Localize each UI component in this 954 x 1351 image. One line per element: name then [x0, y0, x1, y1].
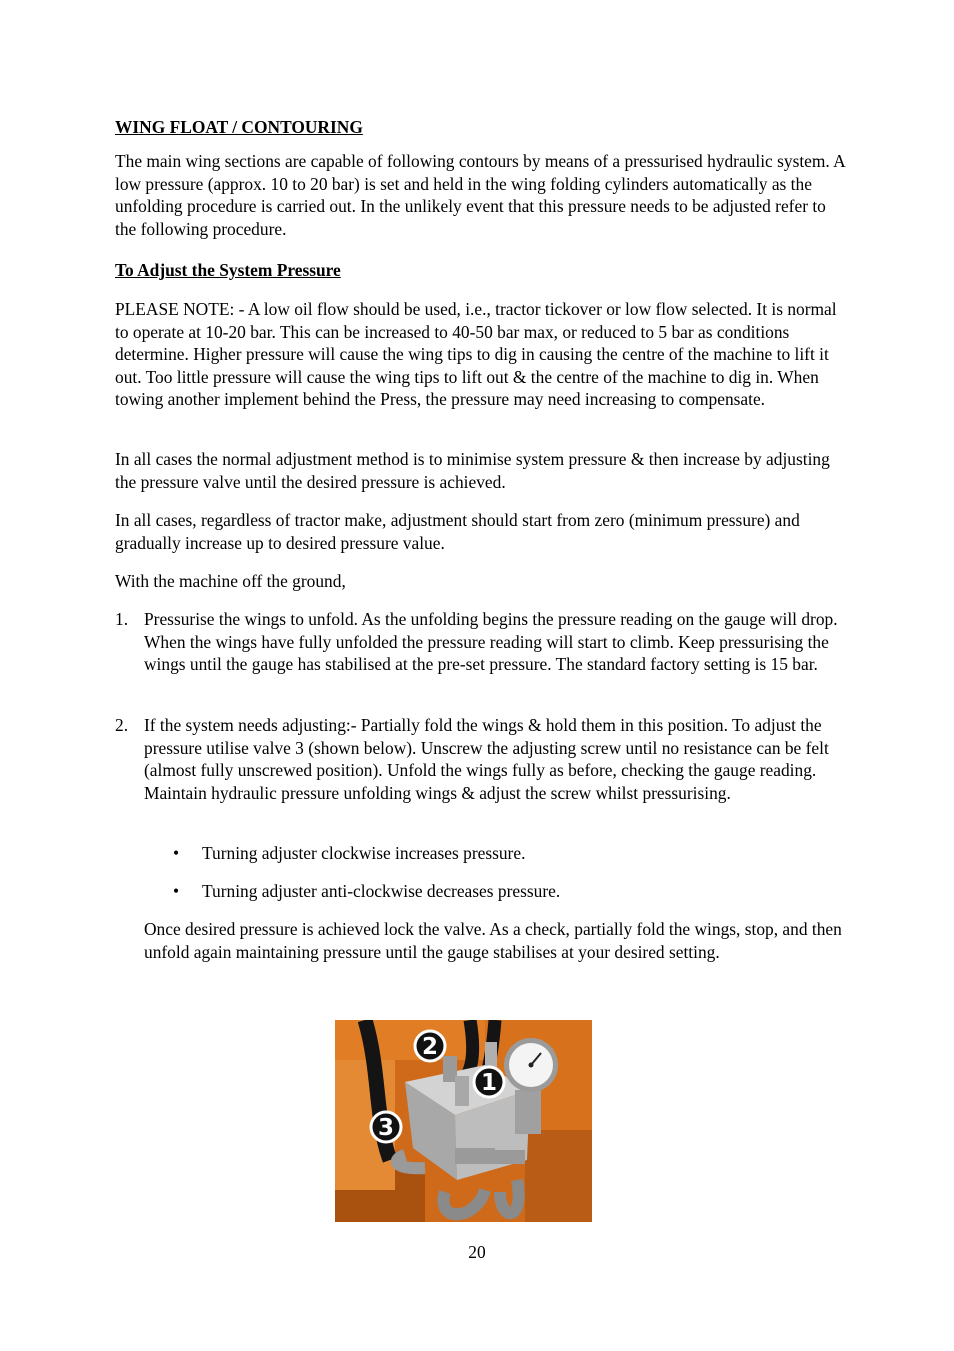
bullet-icon: • — [173, 881, 180, 901]
closing-paragraph: Once desired pressure is achieved lock the valve. As a check, partially fold the wings, stop, and then unfold again maintaining pressure until the gauge stabilises at your desired setting. — [144, 919, 842, 962]
bullet-text: Turning adjuster anti-clockwise decreases pressure. — [202, 881, 561, 901]
callout-label: 3 — [377, 1115, 395, 1141]
bullet-text: Turning adjuster clockwise increases pressure. — [202, 843, 526, 863]
step-text: If the system needs adjusting:- Partially fold the wings & hold them in this position. To adjust the pressure utilise valve 3 (shown below). Unscrew the adjusting screw until no resistance can be felt (almost fully unscrewed position). Unfold the wings fully as before, checking the gauge reading. Maintain hydraulic pressure unfolding wings & adjust the screw whilst pressurising. — [144, 715, 829, 803]
section-title: WING FLOAT / CONTOURING — [115, 117, 363, 137]
method-paragraph: In all cases the normal adjustment method is to minimise system pressure & then increase by adjusting the pressure valve until the desired pressure is achieved. — [115, 449, 830, 492]
callout-label: 1 — [480, 1070, 498, 1096]
step-number: 2. — [115, 715, 129, 735]
callout-label: 2 — [421, 1034, 439, 1060]
callout-badge-3 — [371, 1112, 401, 1142]
valve-block-photo — [335, 1020, 592, 1222]
callout-badge-2 — [415, 1031, 445, 1061]
bullet-icon: • — [173, 843, 180, 863]
page-number: 20 — [468, 1242, 486, 1262]
callout-badge-1 — [474, 1067, 504, 1097]
subheading: To Adjust the System Pressure — [115, 260, 341, 280]
step-number: 1. — [115, 609, 129, 629]
off-ground-paragraph: With the machine off the ground, — [115, 571, 346, 591]
please-note-paragraph: PLEASE NOTE: - A low oil flow should be used, i.e., tractor tickover or low flow selected. It is normal to operate at 10-20 bar. This can be increased to 40-50 bar max, or reduced to 5 bar as conditions determine. Higher pressure will cause the wing tips to dig in causing the centre of the machine to lift it out. Too little pressure will cause the wing tips to lift out & the centre of the machine to dig in. When towing another implement behind the Press, the pressure may need increasing to compensate. — [115, 299, 837, 409]
intro-paragraph: The main wing sections are capable of following contours by means of a pressurised hydraulic system. A low pressure (approx. 10 to 20 bar) is set and held in the wing folding cylinders automatically as the unfolding procedure is carried out. In the unlikely event that this pressure needs to be adjusted refer to the following procedure. — [115, 151, 845, 239]
start-zero-paragraph: In all cases, regardless of tractor make, adjustment should start from zero (minimum pressure) and gradually increase up to desired pressure value. — [115, 510, 800, 553]
step-text: Pressurise the wings to unfold. As the unfolding begins the pressure reading on the gauge will drop. When the wings have fully unfolded the pressure reading will start to climb. Keep pressurising the wings until the gauge has stabilised at the pre-set pressure. The standard factory setting is 15 bar. — [144, 609, 838, 674]
